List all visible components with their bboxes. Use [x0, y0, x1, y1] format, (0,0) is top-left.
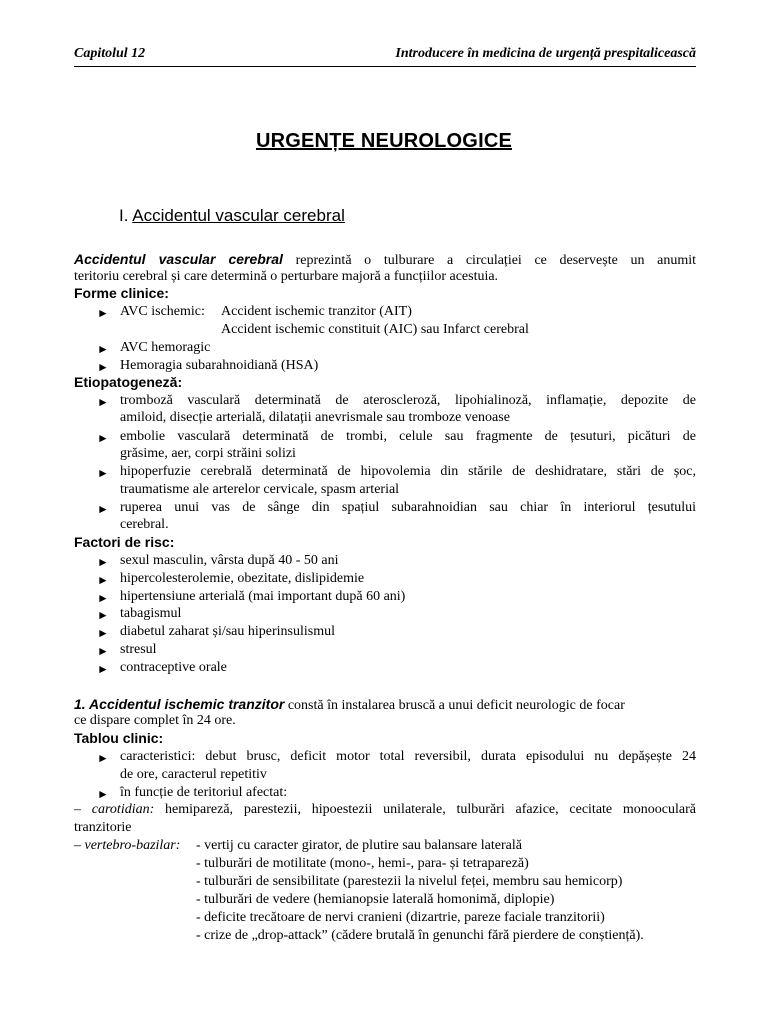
page-header — [74, 44, 696, 67]
ait-term: 1. Accidentul ischemic tranzitor — [74, 696, 285, 712]
carotidian-text-1: hemipareză, parestezii, hipoestezii unilaterale, tulburări afazice, cecitate monooculară — [154, 802, 696, 817]
bullet-icon: ► — [97, 360, 109, 374]
bullet-icon: ► — [97, 751, 109, 765]
section-number: I. — [119, 206, 129, 225]
bullet-icon: ► — [97, 306, 109, 320]
dash: – — [74, 802, 92, 817]
risc-item-3: hipertensiune arterială (mai important după 60 ani) — [120, 589, 406, 604]
risc-item-2: hipercolesterolemie, obezitate, dislipidemie — [120, 571, 365, 586]
tablou-item-2: în funcție de teritoriul afectat: — [120, 785, 288, 800]
etio-heading: Etiopatogeneză: — [74, 374, 183, 390]
bullet-icon: ► — [97, 466, 109, 480]
avc-ischemic-label: AVC ischemic: — [120, 304, 205, 319]
intro-line-2: teritoriu cerebral și care determină o perturbare majoră a funcțiilor acestuia. — [74, 269, 499, 284]
bullet-icon: ► — [97, 502, 109, 516]
tablou-heading: Tablou clinic: — [74, 730, 164, 746]
risc-heading: Factori de risc: — [74, 534, 175, 550]
bullet-icon: ► — [97, 644, 109, 658]
risc-item-6: stresul — [120, 642, 157, 657]
tablou-item-1-line-2: de ore, caracterul repetitiv — [120, 767, 267, 782]
section-heading — [119, 206, 345, 226]
bullet-icon: ► — [97, 662, 109, 676]
tablou-item-1-line-1: caracteristici: debut brusc, deficit motor total reversibil, durata episodului nu depășește 24 — [120, 749, 696, 764]
bullet-icon: ► — [97, 608, 109, 622]
etio-item-2-line-2: grăsime, aer, corpi străini solizi — [120, 446, 296, 461]
etio-item-1-line-2: amiloid, disecție arterială, dilatații anevrismale sau tromboze venoase — [120, 410, 510, 425]
intro-line-1 — [74, 250, 696, 270]
bullet-icon: ► — [97, 787, 109, 801]
avc-ischemic-item-1: Accident ischemic tranzitor (AIT) — [221, 304, 412, 319]
avc-hemoragic: AVC hemoragic — [120, 340, 211, 355]
dash: – — [74, 838, 85, 853]
bullet-icon: ► — [97, 591, 109, 605]
intro-term: Accidentul vascular cerebral — [74, 251, 283, 267]
risc-item-1: sexul masculin, vârsta după 40 - 50 ani — [120, 553, 339, 568]
vb-label-line — [74, 837, 180, 855]
etio-item-4-line-2: cerebral. — [120, 517, 169, 532]
page-title: URGENȚE NEUROLOGICE — [255, 130, 513, 152]
section-label: Accidentul vascular cerebral — [132, 206, 345, 225]
carotidian-line-1 — [74, 801, 696, 819]
vb-item-2: - tulburări de motilitate (mono-, hemi-, para- și tetrapareză) — [196, 856, 529, 871]
etio-item-3-line-1: hipoperfuzie cerebrală determinată de hipovolemia din stările de deshidratare, stări de șoc, — [120, 464, 696, 479]
risc-item-4: tabagismul — [120, 606, 182, 621]
carotidian-label: carotidian: — [91, 802, 155, 817]
bullet-icon: ► — [97, 573, 109, 587]
vb-label: vertebro-bazilar: — [84, 838, 181, 853]
bullet-icon: ► — [97, 431, 109, 445]
etio-item-1-line-1: tromboză vasculară determinată de ateroscleroză, lipohialinoză, inflamație, depozite de — [120, 393, 696, 408]
intro-text-1: reprezintă o tulburare a circulației ce deservește un anumit — [282, 253, 696, 268]
risc-item-5: diabetul zaharat și/sau hiperinsulismul — [120, 624, 336, 639]
forme-heading: Forme clinice: — [74, 285, 169, 301]
carotidian-line-2: tranzitorie — [74, 820, 132, 835]
vb-item-3: - tulburări de sensibilitate (parestezii la nivelul feței, membru sau hemicorp) — [196, 874, 623, 889]
book-title: Introducere în medicina de urgență prespitalicească — [395, 46, 696, 61]
chapter-label: Capitolul 12 — [74, 46, 146, 61]
avc-ischemic-item-2: Accident ischemic constituit (AIC) sau Infarct cerebral — [221, 322, 529, 337]
etio-item-3-line-2: traumatisme ale arterelor cervicale, spasm arterial — [120, 482, 400, 497]
vb-item-6: - crize de „drop-attack” (cădere brutală în genunchi fără pierdere de conștiență). — [196, 928, 644, 943]
vb-item-4: - tulburări de vedere (hemianopsie laterală homonimă, diplopie) — [196, 892, 555, 907]
bullet-icon: ► — [97, 395, 109, 409]
bullet-icon: ► — [97, 626, 109, 640]
vb-item-5: - deficite trecătoare de nervi cranieni (dizartrie, pareze faciale tranzitorii) — [196, 910, 605, 925]
bullet-icon: ► — [97, 342, 109, 356]
etio-item-2-line-1: embolie vasculară determinată de trombi, celule sau fragmente de țesuturi, picături de — [120, 429, 696, 444]
risc-item-7: contraceptive orale — [120, 660, 227, 675]
ait-line-2: ce dispare complet în 24 ore. — [74, 713, 236, 728]
vb-item-1: - vertij cu caracter girator, de plutire sau balansare laterală — [196, 838, 522, 853]
hsa-item: Hemoragia subarahnoidiană (HSA) — [120, 358, 319, 373]
ait-text-1: constă în instalarea bruscă a unui deficit neurologic de focar — [284, 698, 625, 713]
etio-item-4-line-1: ruperea unui vas de sânge din spațiul subarahnoidian sau chiar în interiorul țesutului — [120, 500, 696, 515]
bullet-icon: ► — [97, 555, 109, 569]
